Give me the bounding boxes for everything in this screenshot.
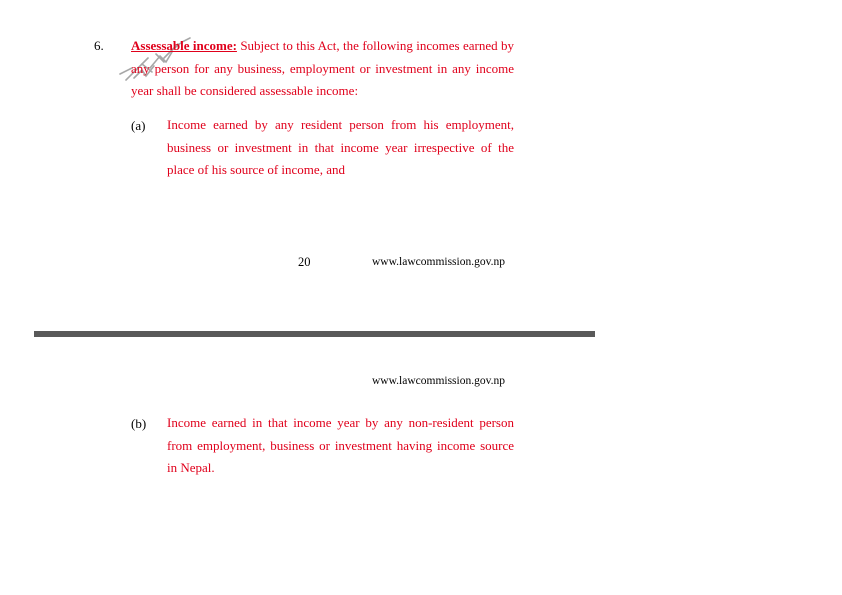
section-paragraph xyxy=(131,35,514,103)
page-break-bar xyxy=(34,331,595,337)
header-website: www.lawcommission.gov.np xyxy=(372,375,505,387)
page-number: 20 xyxy=(298,255,311,269)
item-b-label: (b) xyxy=(131,416,147,431)
section-heading: Assessable income: xyxy=(131,38,237,53)
item-a-label: (a) xyxy=(131,118,146,133)
item-b-text: Income earned in that income year by any non-resident person from employment, business or investment having income source in Nepal. xyxy=(167,415,514,475)
section-number: 6. xyxy=(94,38,104,53)
item-a-text: Income earned by any resident person from his employment, business or investment in that income year irrespective of the place of his source of income, and xyxy=(167,117,514,177)
footer-website: www.lawcommission.gov.np xyxy=(372,256,505,268)
section-text: Subject to this Act, the following incomes earned by any person for any business, employment or investment in any income year shall be considered assessable income: xyxy=(131,38,514,98)
